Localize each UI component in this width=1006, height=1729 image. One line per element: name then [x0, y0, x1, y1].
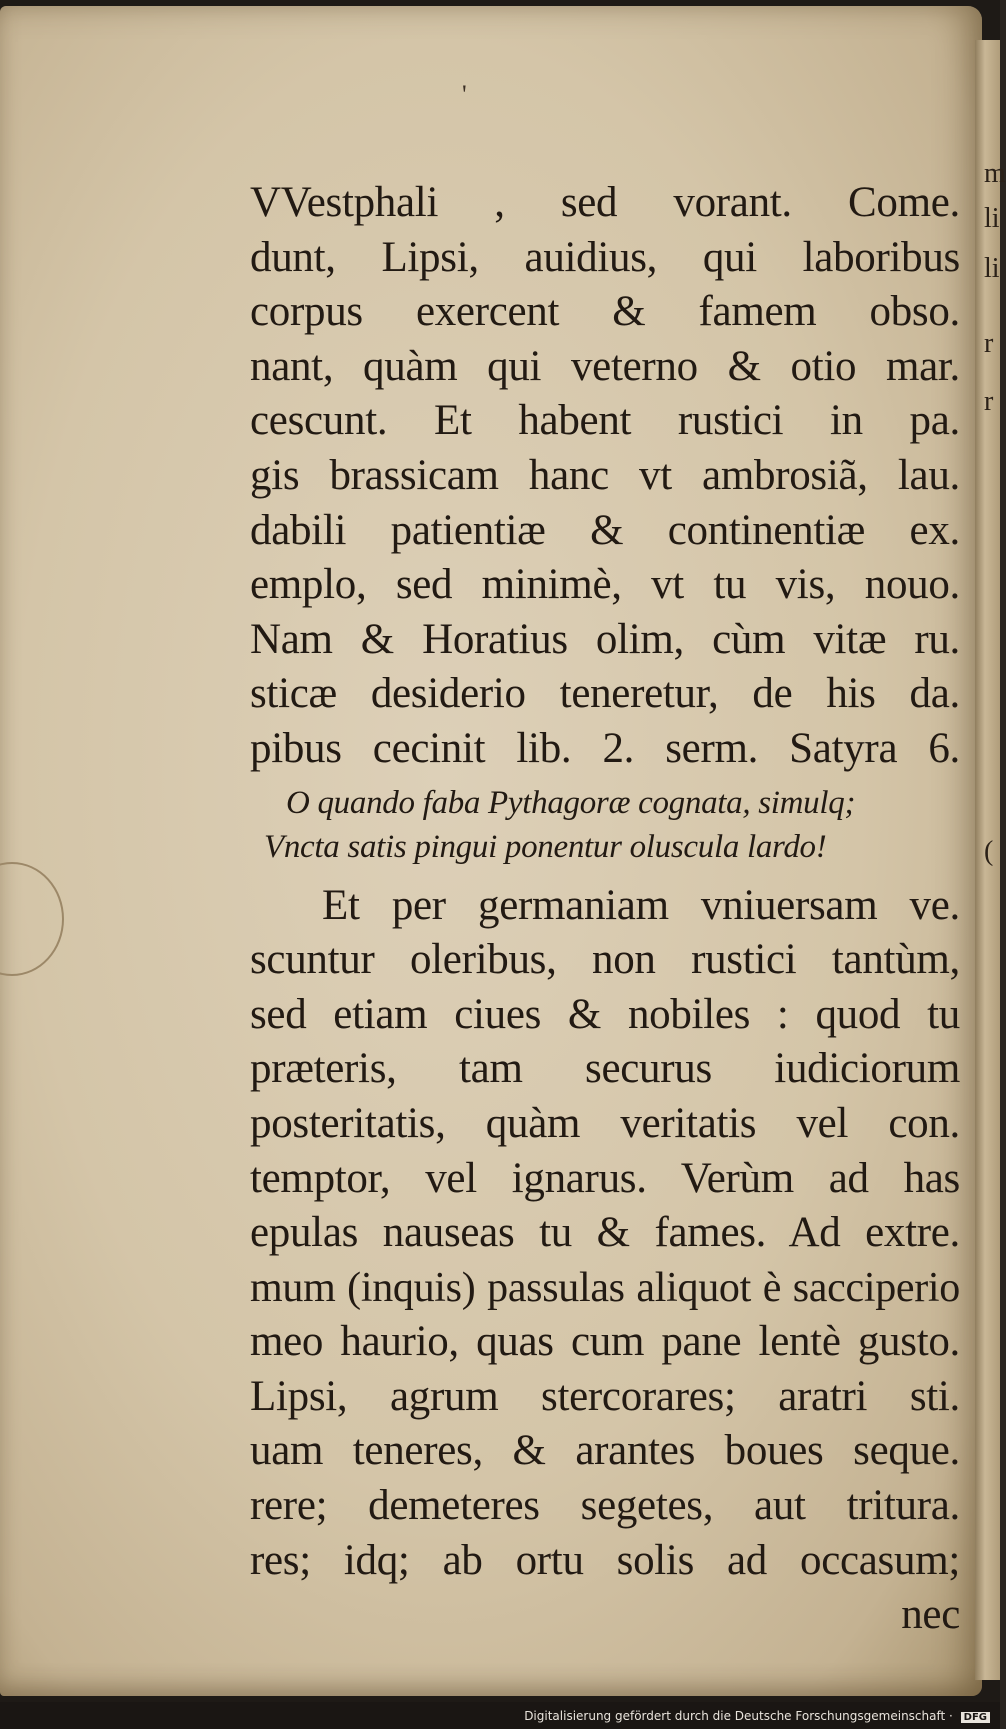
edge-text: r [984, 328, 994, 359]
text-line: gis brassicam hanc vt ambrosiã, lau. [250, 451, 960, 499]
text-line: temptor, vel ignarus. Verùm ad has [250, 1154, 960, 1202]
text-block [250, 176, 960, 1643]
text-line: meo haurio, quas cum pane lentè gusto. [250, 1318, 960, 1366]
text-line: Lipsi, agrum stercorares; aratri sti. [250, 1372, 960, 1420]
catchword: nec [901, 1591, 960, 1639]
edge-text: m [984, 158, 1006, 189]
text-line: dunt, Lipsi, auidius, qui laboribus [250, 233, 960, 281]
text-line: mum (inquis) passulas aliquot è sacciperio [250, 1264, 960, 1311]
verse-line: O quando faba Pythagoræ cognata, simulq; [286, 784, 856, 821]
text-line: præteris, tam securus iudiciorum [250, 1045, 960, 1093]
text-line: Nam & Horatius olim, cùm vitæ ru. [250, 615, 960, 663]
text-line: sticæ desiderio teneretur, de his da. [250, 670, 960, 718]
edge-text: li [984, 203, 1000, 234]
verse-line: Vncta satis pingui ponentur oluscula lardo! [264, 828, 827, 865]
text-line: res; idq; ab ortu solis ad occasum; [250, 1536, 960, 1584]
text-line: emplo, sed minimè, vt tu vis, nouo. [250, 561, 960, 609]
text-line: VVestphali , sed vorant. Come. [250, 179, 960, 226]
text-line: corpus exercent & famem obso. [250, 288, 960, 336]
text-line: sed etiam ciues & nobiles : quod tu [250, 990, 960, 1038]
text-line: epulas nauseas tu & fames. Ad extre. [250, 1209, 960, 1257]
text-line: cescunt. Et habent rustici in pa. [250, 397, 960, 445]
text-line: rere; demeteres segetes, aut tritura. [250, 1482, 960, 1530]
footer [524, 1709, 990, 1723]
text-line: nant, quàm qui veterno & otio mar. [250, 342, 960, 390]
page-mark: ' [462, 80, 467, 109]
text-line: uam teneres, & arantes boues seque. [250, 1427, 960, 1475]
edge-text: ( [984, 836, 994, 867]
text-line: scuntur oleribus, non rustici tantùm, [250, 936, 960, 984]
text-line: dabili patientiæ & continentiæ ex. [250, 506, 960, 554]
edge-text: li [984, 253, 1000, 284]
dfg-badge: DFG [961, 1712, 990, 1723]
footer-credit: Digitalisierung gefördert durch die Deutsche Forschungsgemeinschaft · [524, 1709, 953, 1723]
text-line: posteritatis, quàm veritatis vel con. [250, 1099, 960, 1147]
edge-text: r [984, 386, 994, 417]
text-line: pibus cecinit lib. 2. serm. Satyra 6. [250, 724, 960, 772]
text-line: Et per germaniam vniuersam ve. [322, 881, 960, 929]
